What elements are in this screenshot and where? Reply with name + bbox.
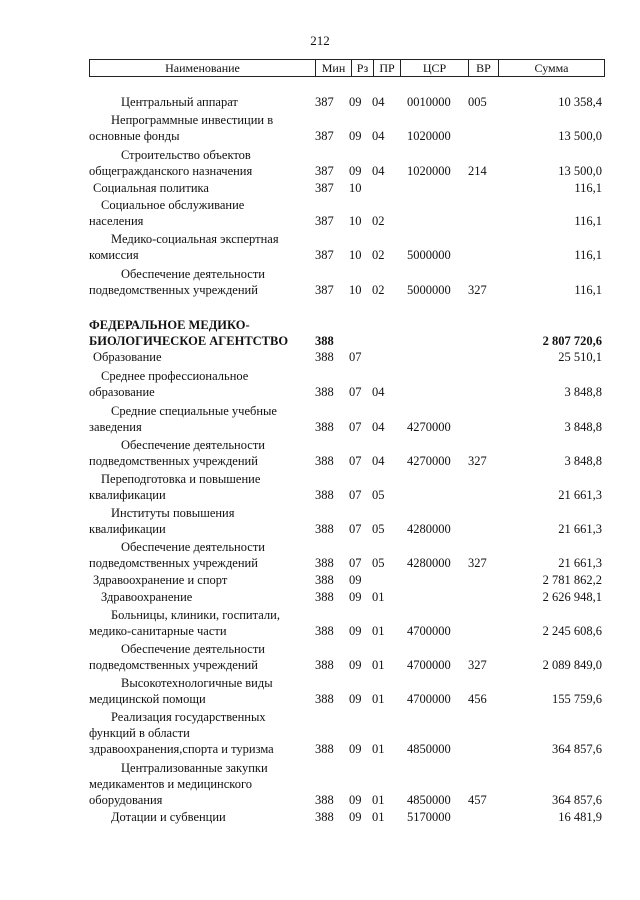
cell-csr: 4270000 <box>407 454 451 468</box>
cell-min: 388 <box>315 658 334 672</box>
page-number: 212 <box>310 33 330 48</box>
cell-csr: 5170000 <box>407 810 451 824</box>
row-name-line: БИОЛОГИЧЕСКОЕ АГЕНТСТВО <box>89 334 289 348</box>
cell-pr: 05 <box>372 522 385 536</box>
row-name <box>89 437 309 469</box>
cell-csr: 4280000 <box>407 556 451 570</box>
row-name <box>89 709 309 757</box>
row-name-line: Централизованные закупки <box>121 761 268 775</box>
table-row <box>0 437 640 469</box>
cell-min: 388 <box>315 522 334 536</box>
row-name-line: медикаментов и медицинского <box>89 777 253 791</box>
table-row <box>0 572 640 588</box>
cell-min: 387 <box>315 181 334 195</box>
header-pr: ПР <box>373 60 400 76</box>
table-row <box>0 317 640 349</box>
row-name-line: подведомственных учреждений <box>89 658 258 672</box>
row-name <box>89 572 309 588</box>
row-name <box>89 809 309 825</box>
header-sum: Сумма <box>498 60 604 76</box>
row-name-line: Обеспечение деятельности <box>121 438 266 452</box>
cell-pr: 01 <box>372 810 385 824</box>
table-row <box>0 641 640 673</box>
cell-rz: 09 <box>349 742 362 756</box>
cell-rz: 10 <box>349 283 362 297</box>
cell-pr: 04 <box>372 95 385 109</box>
cell-pr: 05 <box>372 488 385 502</box>
cell-sum: 116,1 <box>574 181 602 195</box>
cell-sum: 116,1 <box>574 214 602 228</box>
row-name-line: Обеспечение деятельности <box>121 642 266 656</box>
row-name <box>89 505 309 537</box>
cell-sum: 3 848,8 <box>564 385 602 399</box>
cell-min: 387 <box>315 214 334 228</box>
cell-pr: 04 <box>372 385 385 399</box>
header-min: Мин <box>315 60 351 76</box>
table-row <box>0 231 640 263</box>
row-name <box>89 317 309 349</box>
header-vr: ВР <box>468 60 498 76</box>
cell-pr: 05 <box>372 556 385 570</box>
row-name-line: Здравоохранение и спорт <box>93 573 228 587</box>
row-name <box>89 266 309 298</box>
row-name-line: Непрограммные инвестиции в <box>111 113 274 127</box>
row-name-line: населения <box>89 214 144 228</box>
table-row <box>0 760 640 808</box>
cell-rz: 09 <box>349 692 362 706</box>
cell-sum: 13 500,0 <box>558 129 602 143</box>
row-name <box>89 589 309 605</box>
row-name-line: образование <box>89 385 155 399</box>
cell-csr: 4700000 <box>407 658 451 672</box>
table-row <box>0 349 640 365</box>
table-row <box>0 539 640 571</box>
row-name-line: Переподготовка и повышение <box>101 472 261 486</box>
row-name-line: подведомственных учреждений <box>89 556 258 570</box>
cell-pr: 02 <box>372 283 385 297</box>
row-name-line: заведения <box>89 420 142 434</box>
row-name-line: оборудования <box>89 793 163 807</box>
row-name-line: подведомственных учреждений <box>89 283 258 297</box>
row-name <box>89 197 309 229</box>
cell-rz: 07 <box>349 385 362 399</box>
row-name-line: Институты повышения <box>111 506 235 520</box>
cell-csr: 4700000 <box>407 692 451 706</box>
cell-sum: 3 848,8 <box>564 454 602 468</box>
cell-rz: 10 <box>349 214 362 228</box>
cell-vr: 327 <box>468 454 487 468</box>
table-row <box>0 709 640 757</box>
cell-min: 388 <box>315 624 334 638</box>
cell-sum: 2 245 608,6 <box>542 624 602 638</box>
cell-min: 388 <box>315 420 334 434</box>
row-name-line: Высокотехнологичные виды <box>121 676 273 690</box>
row-name-line: медицинской помощи <box>89 692 206 706</box>
row-name <box>89 147 309 179</box>
cell-min: 388 <box>315 385 334 399</box>
table-row <box>0 403 640 435</box>
row-name-line: Реализация государственных <box>111 710 266 724</box>
cell-rz: 09 <box>349 95 362 109</box>
cell-csr: 5000000 <box>407 248 451 262</box>
cell-rz: 10 <box>349 181 362 195</box>
cell-rz: 09 <box>349 793 362 807</box>
cell-rz: 09 <box>349 810 362 824</box>
cell-vr: 214 <box>468 164 487 178</box>
row-name-line: общегражданского назначения <box>89 164 253 178</box>
cell-sum: 155 759,6 <box>552 692 602 706</box>
row-name <box>89 539 309 571</box>
table-row <box>0 368 640 400</box>
cell-sum: 116,1 <box>574 248 602 262</box>
cell-pr: 01 <box>372 793 385 807</box>
row-name-line: ФЕДЕРАЛЬНОЕ МЕДИКО- <box>89 318 250 332</box>
cell-pr: 04 <box>372 129 385 143</box>
row-name-line: Здравоохранение <box>101 590 193 604</box>
cell-min: 388 <box>315 454 334 468</box>
row-name <box>89 231 309 263</box>
row-name-line: Социальная политика <box>93 181 209 195</box>
cell-vr: 456 <box>468 692 487 706</box>
cell-pr: 01 <box>372 742 385 756</box>
cell-sum: 2 781 862,2 <box>542 573 602 587</box>
table-row <box>0 147 640 179</box>
row-name <box>89 760 309 808</box>
cell-sum: 116,1 <box>574 283 602 297</box>
row-name-line: Обеспечение деятельности <box>121 540 266 554</box>
row-name-line: Медико-социальная экспертная <box>111 232 279 246</box>
row-name <box>89 607 309 639</box>
row-name <box>89 675 309 707</box>
cell-pr: 04 <box>372 420 385 434</box>
row-name-line: основные фонды <box>89 129 180 143</box>
cell-rz: 07 <box>349 488 362 502</box>
cell-sum: 25 510,1 <box>558 350 602 364</box>
table-row <box>0 471 640 503</box>
cell-sum: 2 807 720,6 <box>542 334 602 348</box>
cell-sum: 2 089 849,0 <box>542 658 602 672</box>
row-name-line: медико-санитарные части <box>89 624 227 638</box>
cell-sum: 10 358,4 <box>558 95 602 109</box>
cell-min: 388 <box>315 488 334 502</box>
cell-sum: 364 857,6 <box>552 742 602 756</box>
cell-pr: 04 <box>372 164 385 178</box>
cell-min: 388 <box>315 573 334 587</box>
cell-sum: 3 848,8 <box>564 420 602 434</box>
table-row <box>0 589 640 605</box>
table-row <box>0 675 640 707</box>
header-csr: ЦСР <box>400 60 468 76</box>
cell-rz: 09 <box>349 590 362 604</box>
cell-rz: 07 <box>349 522 362 536</box>
cell-min: 387 <box>315 283 334 297</box>
table-row <box>0 607 640 639</box>
row-name-line: Больницы, клиники, госпитали, <box>111 608 280 622</box>
cell-csr: 5000000 <box>407 283 451 297</box>
cell-csr: 4850000 <box>407 742 451 756</box>
row-name-line: Социальное обслуживание <box>101 198 245 212</box>
table-row <box>0 112 640 144</box>
row-name <box>89 349 309 365</box>
cell-vr: 005 <box>468 95 487 109</box>
cell-min: 387 <box>315 164 334 178</box>
table-row <box>0 94 640 110</box>
row-name-line: Строительство объектов <box>121 148 251 162</box>
cell-rz: 09 <box>349 129 362 143</box>
row-name-line: Дотации и субвенции <box>111 810 226 824</box>
row-name-line: квалификации <box>89 488 166 502</box>
cell-rz: 10 <box>349 248 362 262</box>
row-name-line: Образование <box>93 350 162 364</box>
cell-vr: 457 <box>468 793 487 807</box>
table-header <box>89 59 605 77</box>
cell-rz: 07 <box>349 350 362 364</box>
row-name-line: Центральный аппарат <box>121 95 238 109</box>
cell-sum: 21 661,3 <box>558 556 602 570</box>
cell-pr: 04 <box>372 454 385 468</box>
row-name <box>89 471 309 503</box>
cell-sum: 21 661,3 <box>558 522 602 536</box>
row-name-line: здравоохранения,спорта и туризма <box>89 742 274 756</box>
cell-min: 388 <box>315 692 334 706</box>
row-name <box>89 112 309 144</box>
cell-rz: 07 <box>349 556 362 570</box>
cell-rz: 07 <box>349 420 362 434</box>
cell-vr: 327 <box>468 556 487 570</box>
cell-min: 388 <box>315 742 334 756</box>
cell-csr: 1020000 <box>407 129 451 143</box>
cell-min: 387 <box>315 129 334 143</box>
row-name <box>89 94 309 110</box>
cell-pr: 01 <box>372 658 385 672</box>
row-name-line: Обеспечение деятельности <box>121 267 266 281</box>
cell-rz: 09 <box>349 573 362 587</box>
cell-pr: 02 <box>372 214 385 228</box>
row-name <box>89 403 309 435</box>
row-name-line: подведомственных учреждений <box>89 454 258 468</box>
cell-pr: 01 <box>372 590 385 604</box>
cell-vr: 327 <box>468 283 487 297</box>
cell-sum: 16 481,9 <box>558 810 602 824</box>
row-name-line: функций в области <box>89 726 190 740</box>
table-row <box>0 809 640 825</box>
cell-min: 387 <box>315 95 334 109</box>
cell-rz: 07 <box>349 454 362 468</box>
table-row <box>0 180 640 196</box>
cell-sum: 2 626 948,1 <box>542 590 602 604</box>
cell-rz: 09 <box>349 658 362 672</box>
cell-pr: 01 <box>372 624 385 638</box>
cell-min: 388 <box>315 556 334 570</box>
cell-min: 388 <box>315 590 334 604</box>
row-name <box>89 180 309 196</box>
cell-min: 387 <box>315 248 334 262</box>
cell-rz: 09 <box>349 624 362 638</box>
cell-sum: 21 661,3 <box>558 488 602 502</box>
cell-min: 388 <box>315 334 334 348</box>
row-name <box>89 368 309 400</box>
table-row <box>0 266 640 298</box>
cell-csr: 1020000 <box>407 164 451 178</box>
cell-min: 388 <box>315 350 334 364</box>
cell-csr: 4280000 <box>407 522 451 536</box>
cell-pr: 01 <box>372 692 385 706</box>
header-rz: Рз <box>351 60 373 76</box>
row-name-line: Среднее профессиональное <box>101 369 249 383</box>
table-row <box>0 197 640 229</box>
cell-csr: 4700000 <box>407 624 451 638</box>
cell-sum: 364 857,6 <box>552 793 602 807</box>
row-name-line: комиссия <box>89 248 139 262</box>
cell-min: 388 <box>315 793 334 807</box>
cell-vr: 327 <box>468 658 487 672</box>
cell-csr: 4270000 <box>407 420 451 434</box>
cell-sum: 13 500,0 <box>558 164 602 178</box>
table-row <box>0 505 640 537</box>
cell-csr: 4850000 <box>407 793 451 807</box>
row-name-line: квалификации <box>89 522 166 536</box>
cell-min: 388 <box>315 810 334 824</box>
cell-pr: 02 <box>372 248 385 262</box>
header-name: Наименование <box>165 61 240 75</box>
cell-csr: 0010000 <box>407 95 451 109</box>
row-name-line: Средние специальные учебные <box>111 404 277 418</box>
cell-rz: 09 <box>349 164 362 178</box>
row-name <box>89 641 309 673</box>
